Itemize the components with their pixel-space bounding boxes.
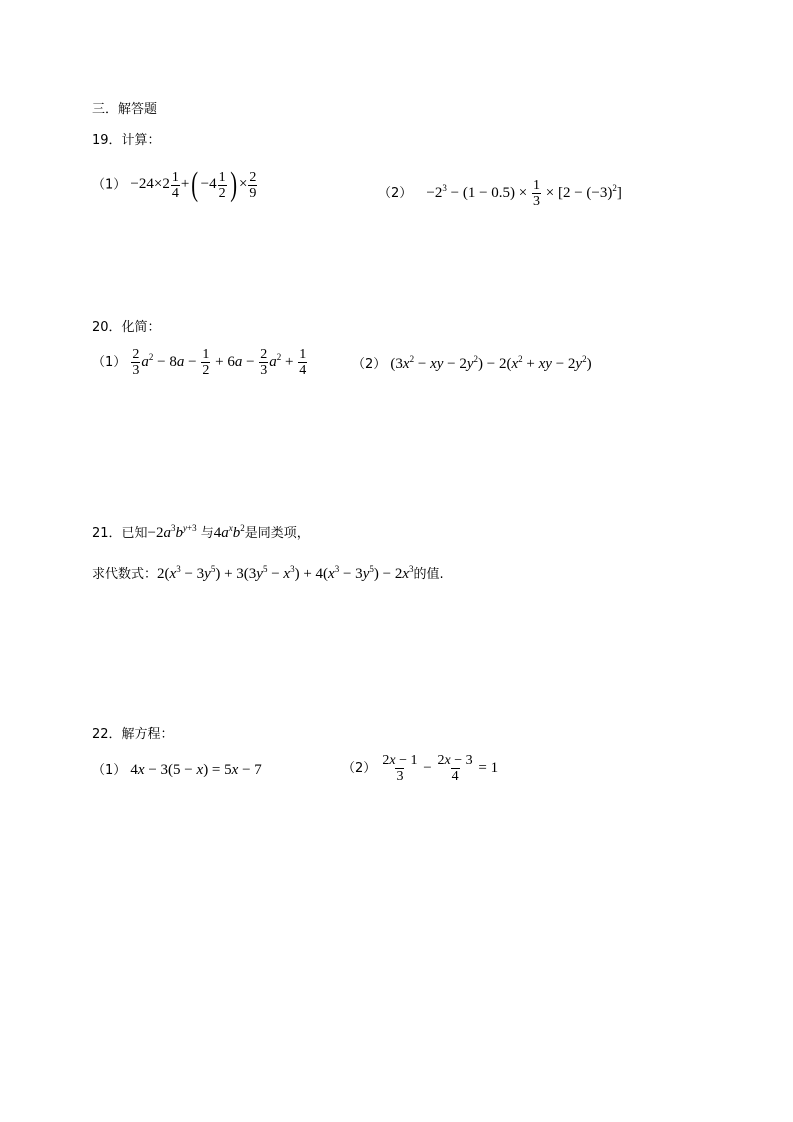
q22-part2-expr: $\frac{2x - 1}{3}$ − $\frac{2x - 3}{4}$ = 1 [382,753,499,784]
q19-part1-expr: −24×2 $\frac{1}{4}$ +( −4 $\frac{1}{2}$ ) × $\frac{2}{9}$ [130,166,257,203]
q20-part1-label: （1） [92,354,127,370]
q20-title: 20．化简： [92,320,161,335]
q22-part2 [342,753,498,784]
q22-title: 22．解方程： [92,727,174,742]
q21-line2-prefix: 求代数式： [92,567,158,582]
q19-part1-label: （1） [92,177,127,193]
q22-part1 [92,762,262,779]
q20-part1-expr: $\frac{2}{3}$ $a^2 - 8a$ − $\frac{1}{2}$ + 6a − $\frac{2}{3}$ $a^2$ + $\frac{1}{4}$ [132,347,307,378]
q19-part2-expr: $-2^3 - (1 - 0.5)$ × $\frac{1}{3}$ × $[2 - (-3)^2]$ [426,178,622,209]
q19-part1 [92,168,258,202]
q22-part1-expr: 4x − 3(5 − x) = 5x − 7 [130,762,262,778]
q20-part2-label: （2） [352,357,387,372]
q21-line2-suffix: 的值. [413,567,444,582]
q19-part2 [378,178,622,209]
q19-title: 19．计算： [92,133,161,148]
q22-part2-label: （2） [342,760,377,776]
q21-prefix: 21．已知 [92,526,148,541]
q22-part1-label: （1） [92,763,127,778]
q21-mid: 与 [200,526,214,541]
q21-line2 [92,566,444,583]
q21-suffix: 是同类项， [244,526,310,541]
q21-term2: $4a^xb^2$ [213,523,245,541]
q21-term1: $-2a^3b^{y+3}$ [147,523,197,541]
q20-part1 [92,347,308,378]
q21-line1 [92,525,310,542]
q19-part2-label: （2） [378,185,413,201]
q21-expr: $2(x^3 - 3y^5) + 3(3y^5 - x^3) + 4(x^3 - 3y^5) - 2x^3$ [157,564,414,582]
section-title: 三．解答题 [92,102,158,117]
q20-part2-expr: ($3x^2$ − xy − $2y^2) - 2(x^2$ + xy − $2y^2$) [390,354,592,372]
q20-part2 [352,356,592,373]
